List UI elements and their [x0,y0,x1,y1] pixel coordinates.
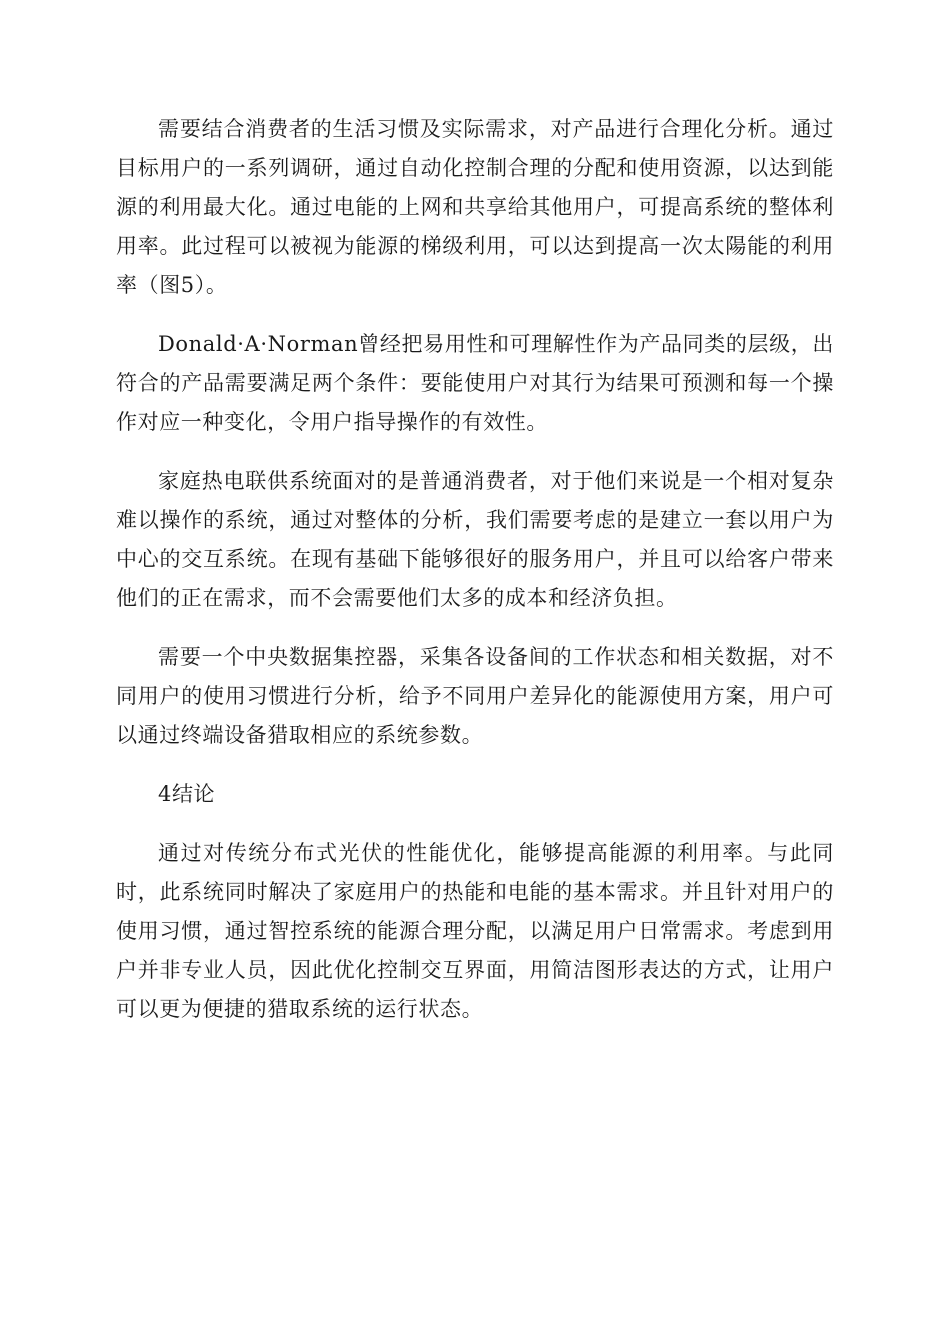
body-paragraph: 需要一个中央数据集控器，采集各设备间的工作状态和相关数据，对不同用户的使用习惯进行分析，给予不同用户差异化的能源使用方案，用户可以通过终端设备猎取相应的系统参数。 [116,645,834,747]
section-heading: 4结论 [158,782,216,806]
document-page [116,110,834,1049]
body-paragraph: Donald·A·Norman曾经把易用性和可理解性作为产品同类的层级，出符合的产品需要满足两个条件：要能使用户对其行为结果可预测和每一个操作对应一种变化，令用户指导操作的有效性。 [116,332,834,434]
conclusion-paragraph: 通过对传统分布式光伏的性能优化，能够提高能源的利用率。与此同时，此系统同时解决了家庭用户的热能和电能的基本需求。并且针对用户的使用习惯，通过智控系统的能源合理分配，以满足用户日常需求。考虑到用户并非专业人员，因此优化控制交互界面，用简洁图形表达的方式，让用户可以更为便捷的猎取系统的运行状态。 [116,841,834,1021]
body-paragraph: 需要结合消费者的生活习惯及实际需求，对产品进行合理化分析。通过目标用户的一系列调研，通过自动化控制合理的分配和使用资源，以达到能源的利用最大化。通过电能的上网和共享给其他用户，可提高系统的整体利用率。此过程可以被视为能源的梯级利用，可以达到提高一次太陽能的利用率（图5）。 [116,117,834,297]
body-paragraph: 家庭热电联供系统面对的是普通消费者，对于他们来说是一个相对复杂难以操作的系统，通过对整体的分析，我们需要考虑的是建立一套以用户为中心的交互系统。在现有基础下能够很好的服务用户，并且可以给客户带来他们的正在需求，而不会需要他们太多的成本和经济负担。 [116,469,834,610]
